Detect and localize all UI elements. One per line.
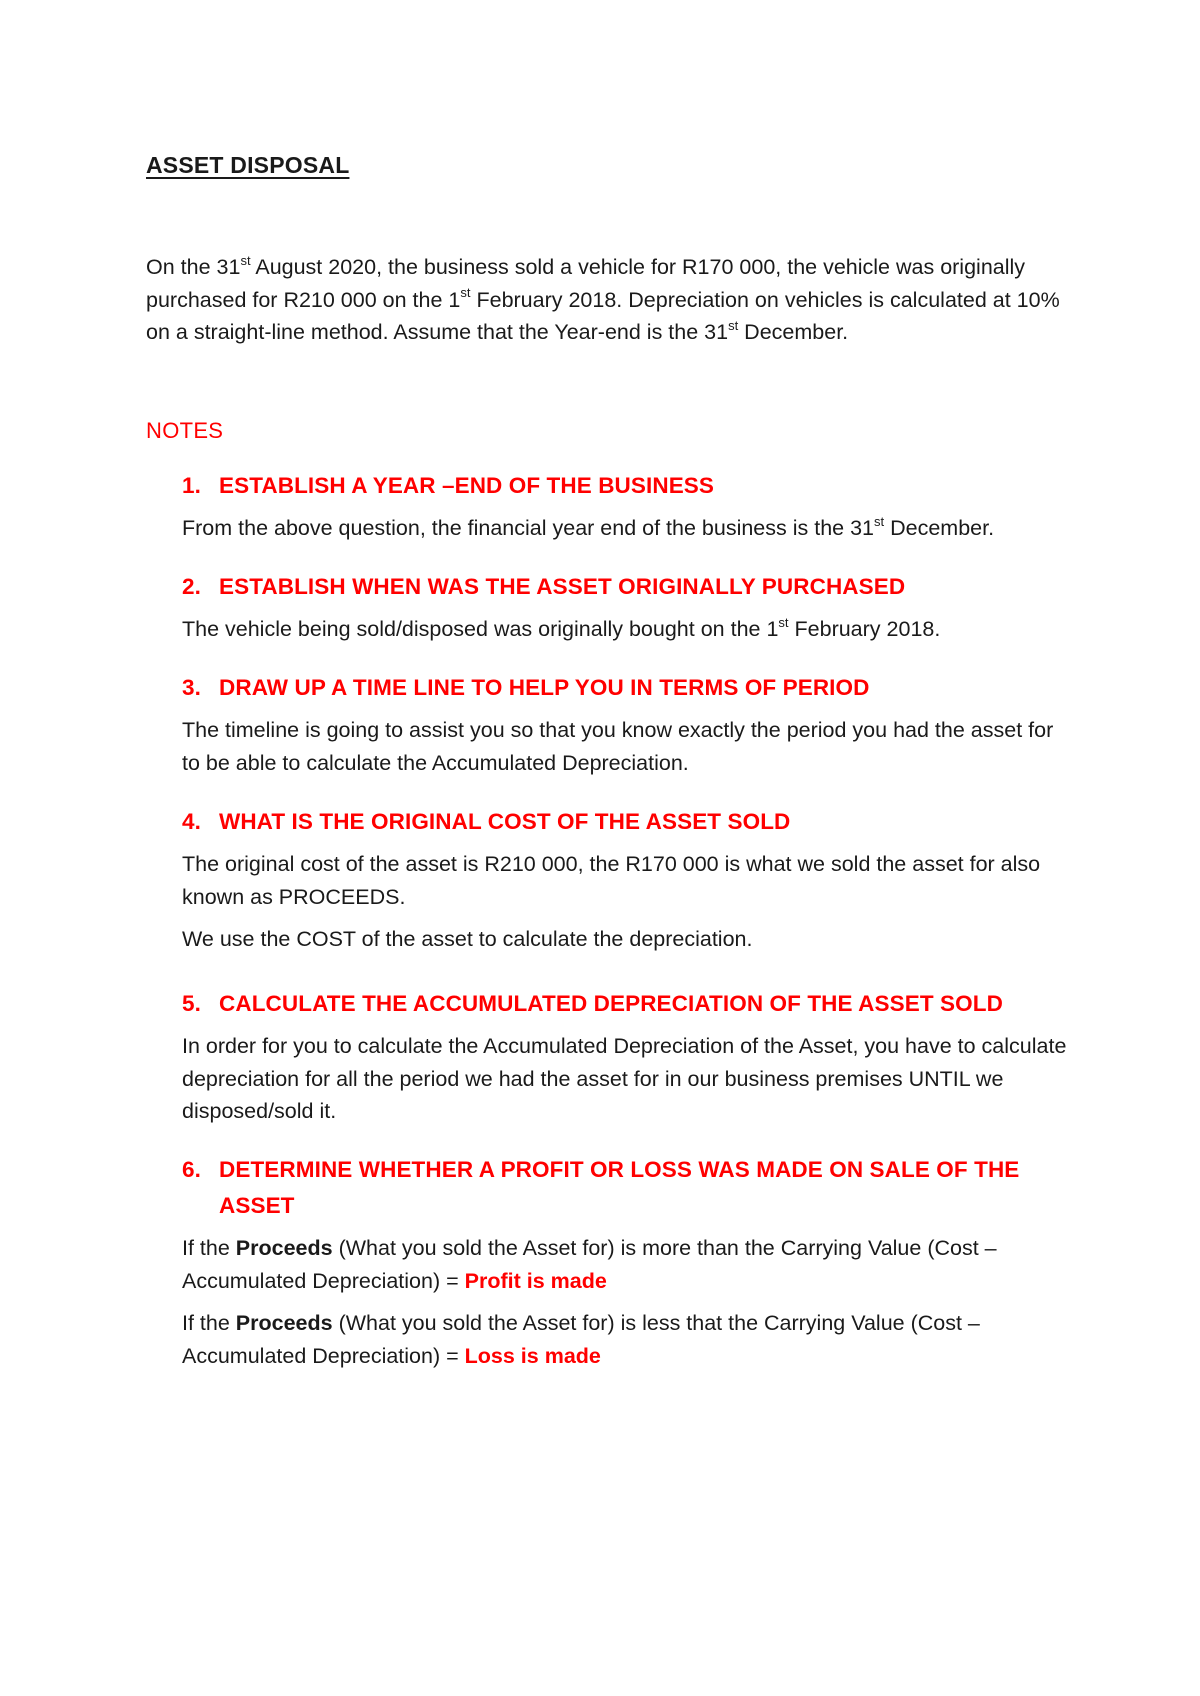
- profit-text-a: If the: [182, 1236, 236, 1260]
- section-text-a: The vehicle being sold/disposed was originally bought on the 1: [182, 617, 779, 641]
- section-heading: [182, 569, 1082, 605]
- section-heading-text: DRAW UP A TIME LINE TO HELP YOU IN TERMS OF PERIOD: [219, 675, 870, 700]
- section-number: 6.: [182, 1157, 201, 1182]
- section-text-b: December.: [884, 516, 995, 540]
- intro-sup-2: st: [460, 285, 471, 301]
- section-heading: [182, 670, 1082, 706]
- section-heading-text: WHAT IS THE ORIGINAL COST OF THE ASSET SOLD: [219, 809, 791, 834]
- loss-rule-paragraph: [182, 1307, 1072, 1372]
- section-number: 1.: [182, 473, 201, 498]
- intro-paragraph: [146, 251, 1076, 349]
- section-paragraph: [182, 613, 1072, 646]
- section-heading: [182, 986, 1082, 1022]
- document-title: ASSET DISPOSAL: [146, 152, 350, 178]
- section-number: 3.: [182, 675, 201, 700]
- section-paragraph-2: We use the COST of the asset to calculate the depreciation.: [182, 927, 753, 951]
- note-section-1: [182, 468, 1082, 545]
- profit-result: Profit is made: [464, 1268, 607, 1293]
- proceeds-term: Proceeds: [235, 1311, 333, 1335]
- loss-text-b: (What you sold the Asset for) is less that the Carrying Value (Cost – Accumulated Depreciation) =: [182, 1311, 980, 1368]
- section-paragraph: In order for you to calculate the Accumulated Depreciation of the Asset, you have to calculate depreciation for all the period we had the asset for in our business premises UNTIL we disposed/sold it.: [182, 1034, 1067, 1123]
- section-heading-text: ESTABLISH WHEN WAS THE ASSET ORIGINALLY PURCHASED: [219, 574, 906, 599]
- section-number: 4.: [182, 809, 201, 834]
- note-section-6: [182, 1152, 1082, 1372]
- note-section-3: [182, 670, 1082, 779]
- loss-text-a: If the: [182, 1311, 236, 1335]
- notes-heading: NOTES: [146, 418, 224, 443]
- intro-text-3: February 2018. Depreciation on vehicles is calculated at 10% on a straight-line method. Assume that the Year-end is the 31: [146, 287, 1060, 344]
- section-heading: [182, 468, 1082, 504]
- section-sup: st: [778, 614, 789, 630]
- intro-text-1: On the 31: [146, 255, 241, 279]
- note-section-5: [182, 986, 1082, 1128]
- section-sup: st: [874, 513, 885, 529]
- intro-sup-1: st: [240, 252, 251, 268]
- section-text-a: From the above question, the financial year end of the business is the 31: [182, 516, 875, 540]
- section-heading-text: ESTABLISH A YEAR –END OF THE BUSINESS: [219, 473, 715, 498]
- profit-rule-paragraph: [182, 1232, 1072, 1297]
- intro-sup-3: st: [728, 317, 739, 333]
- section-heading-text: DETERMINE WHETHER A PROFIT OR LOSS WAS MADE ON SALE OF THE ASSET: [219, 1157, 1020, 1218]
- section-paragraph: The timeline is going to assist you so that you know exactly the period you had the asset for to be able to calculate the Accumulated Depreciation.: [182, 718, 1054, 775]
- section-paragraph: The original cost of the asset is R210 000, the R170 000 is what we sold the asset for also known as PROCEEDS.: [182, 852, 1041, 909]
- section-number: 2.: [182, 574, 201, 599]
- intro-text-2: August 2020, the business sold a vehicle for R170 000, the vehicle was originally purchased for R210 000 on the 1: [146, 255, 1026, 312]
- section-number: 5.: [182, 991, 201, 1016]
- proceeds-term: Proceeds: [235, 1236, 333, 1260]
- section-paragraph: [182, 512, 1072, 545]
- section-text-b: February 2018.: [788, 617, 941, 641]
- note-section-4: [182, 804, 1082, 956]
- profit-text-b: (What you sold the Asset for) is more than the Carrying Value (Cost – Accumulated Depreciation) =: [182, 1236, 997, 1293]
- note-section-2: [182, 569, 1082, 646]
- section-heading: [182, 1152, 1082, 1224]
- section-heading: [182, 804, 1082, 840]
- section-heading-text: CALCULATE THE ACCUMULATED DEPRECIATION OF THE ASSET SOLD: [219, 991, 1003, 1016]
- intro-text-4: December.: [738, 320, 849, 344]
- loss-result: Loss is made: [464, 1343, 601, 1368]
